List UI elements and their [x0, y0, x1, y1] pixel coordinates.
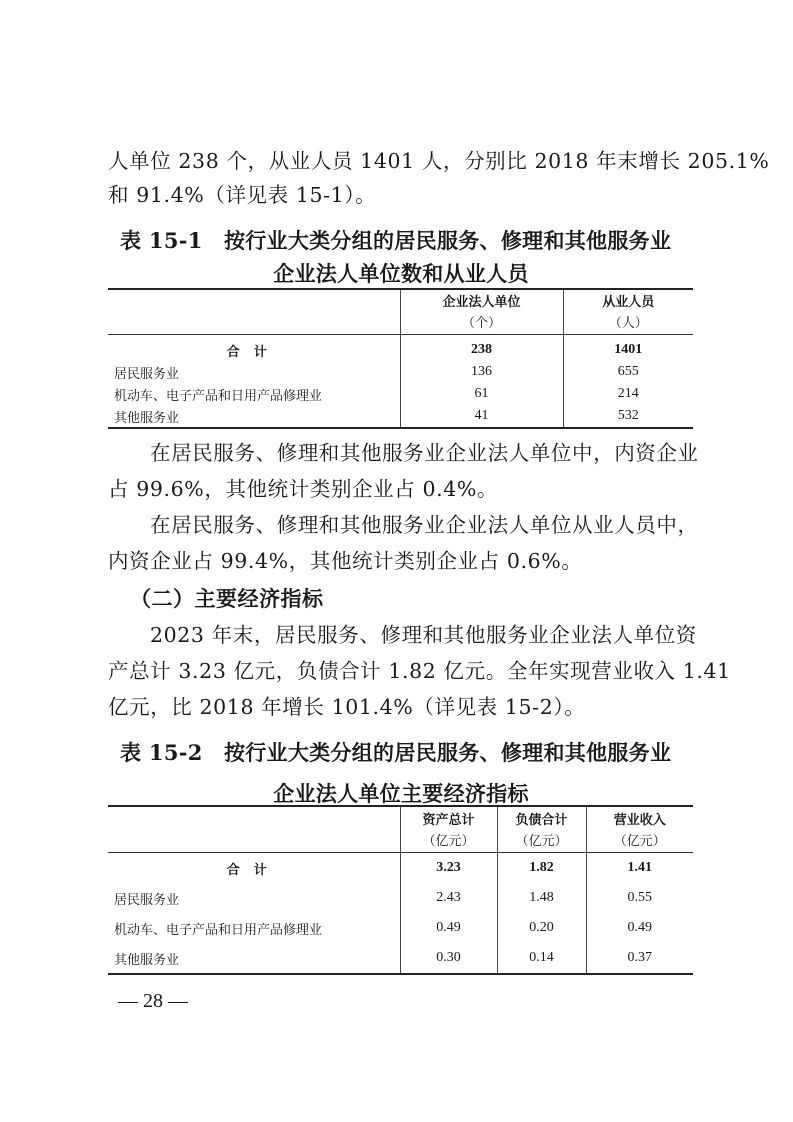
- table1-row: [108, 383, 693, 405]
- table2-header-liabilities-unit: （亿元）: [497, 831, 586, 853]
- paragraph-2-line-2: 占 99.6%，其他统计类别企业占 0.4%。: [108, 477, 499, 501]
- table2-header-assets-unit: （亿元）: [400, 831, 497, 853]
- cell-revenue: 0.49: [586, 913, 693, 943]
- cell-units: 41: [400, 405, 563, 428]
- row-label: 居民服务业: [114, 366, 180, 382]
- cell-units: 136: [400, 361, 563, 383]
- cell-employees: 1401: [563, 335, 693, 362]
- row-label: 机动车、电子产品和日用产品修理业: [114, 922, 323, 938]
- row-label: 机动车、电子产品和日用产品修理业: [114, 388, 323, 404]
- table1-caption-line-1: 表 15-1 按行业大类分组的居民服务、修理和其他服务业: [120, 228, 672, 253]
- table2-row: [108, 883, 693, 913]
- paragraph-1-line-1: 人单位 238 个，从业人员 1401 人，分别比 2018 年末增长 205.1%: [108, 149, 770, 173]
- cell-employees: 532: [563, 405, 693, 428]
- paragraph-4-line-3: 亿元，比 2018 年增长 101.4%（详见表 15-2）。: [108, 695, 586, 719]
- table1-caption-line-2: 企业法人单位数和从业人员: [273, 261, 529, 286]
- cell-revenue: 0.55: [586, 883, 693, 913]
- cell-liabilities: 0.20: [497, 913, 586, 943]
- table2-header-revenue-unit: （亿元）: [586, 831, 693, 853]
- row-label: 居民服务业: [114, 892, 180, 908]
- cell-assets: 0.49: [400, 913, 497, 943]
- cell-units: 238: [400, 335, 563, 362]
- cell-employees: 655: [563, 361, 693, 383]
- table1-header-units-unit: （个）: [400, 313, 563, 335]
- row-label: 合计: [226, 344, 281, 360]
- table1-header-units: 企业法人单位: [400, 289, 563, 313]
- table2-header-revenue: 营业收入: [586, 806, 693, 831]
- cell-liabilities: 1.82: [497, 853, 586, 884]
- paragraph-3-line-2: 内资企业占 99.4%，其他统计类别企业占 0.6%。: [108, 549, 583, 573]
- cell-assets: 3.23: [400, 853, 497, 884]
- cell-liabilities: 0.14: [497, 943, 586, 974]
- table1-header-blank: [108, 289, 400, 335]
- table2-header-liabilities: 负债合计: [497, 806, 586, 831]
- table2-row: [108, 943, 693, 974]
- paragraph-4-line-1: 2023 年末，居民服务、修理和其他服务业企业法人单位资: [150, 623, 697, 647]
- table1-header-employees-unit: （人）: [563, 313, 693, 335]
- paragraph-4-line-2: 产总计 3.23 亿元，负债合计 1.82 亿元。全年实现营业收入 1.41: [108, 659, 731, 683]
- table1-header-employees: 从业人员: [563, 289, 693, 313]
- cell-employees: 214: [563, 383, 693, 405]
- cell-liabilities: 1.48: [497, 883, 586, 913]
- cell-revenue: 1.41: [586, 853, 693, 884]
- row-label: 其他服务业: [108, 405, 400, 428]
- section-heading: （二）主要经济指标: [130, 586, 324, 611]
- table2-row: [108, 913, 693, 943]
- cell-assets: 0.30: [400, 943, 497, 974]
- table-15-2: [108, 805, 693, 975]
- cell-units: 61: [400, 383, 563, 405]
- row-label: 合计: [226, 862, 281, 878]
- paragraph-3-line-1: 在居民服务、修理和其他服务业企业法人单位从业人员中，: [150, 513, 699, 537]
- row-label: 其他服务业: [108, 943, 400, 974]
- table1-row-total: [108, 335, 693, 362]
- cell-revenue: 0.37: [586, 943, 693, 974]
- table2-header-blank: [108, 806, 400, 853]
- paragraph-2-line-1: 在居民服务、修理和其他服务业企业法人单位中，内资企业: [150, 441, 699, 465]
- cell-assets: 2.43: [400, 883, 497, 913]
- page-number: — 28 —: [118, 990, 188, 1012]
- table2-caption-line-1: 表 15-2 按行业大类分组的居民服务、修理和其他服务业: [120, 740, 672, 765]
- table1-row: [108, 361, 693, 383]
- table-15-1: [108, 288, 693, 429]
- table1-row: [108, 405, 693, 428]
- paragraph-1-line-2: 和 91.4%（详见表 15-1）。: [108, 183, 377, 207]
- table2-header-assets: 资产总计: [400, 806, 497, 831]
- table2-caption-line-2: 企业法人单位主要经济指标: [273, 781, 529, 806]
- table2-row-total: [108, 853, 693, 884]
